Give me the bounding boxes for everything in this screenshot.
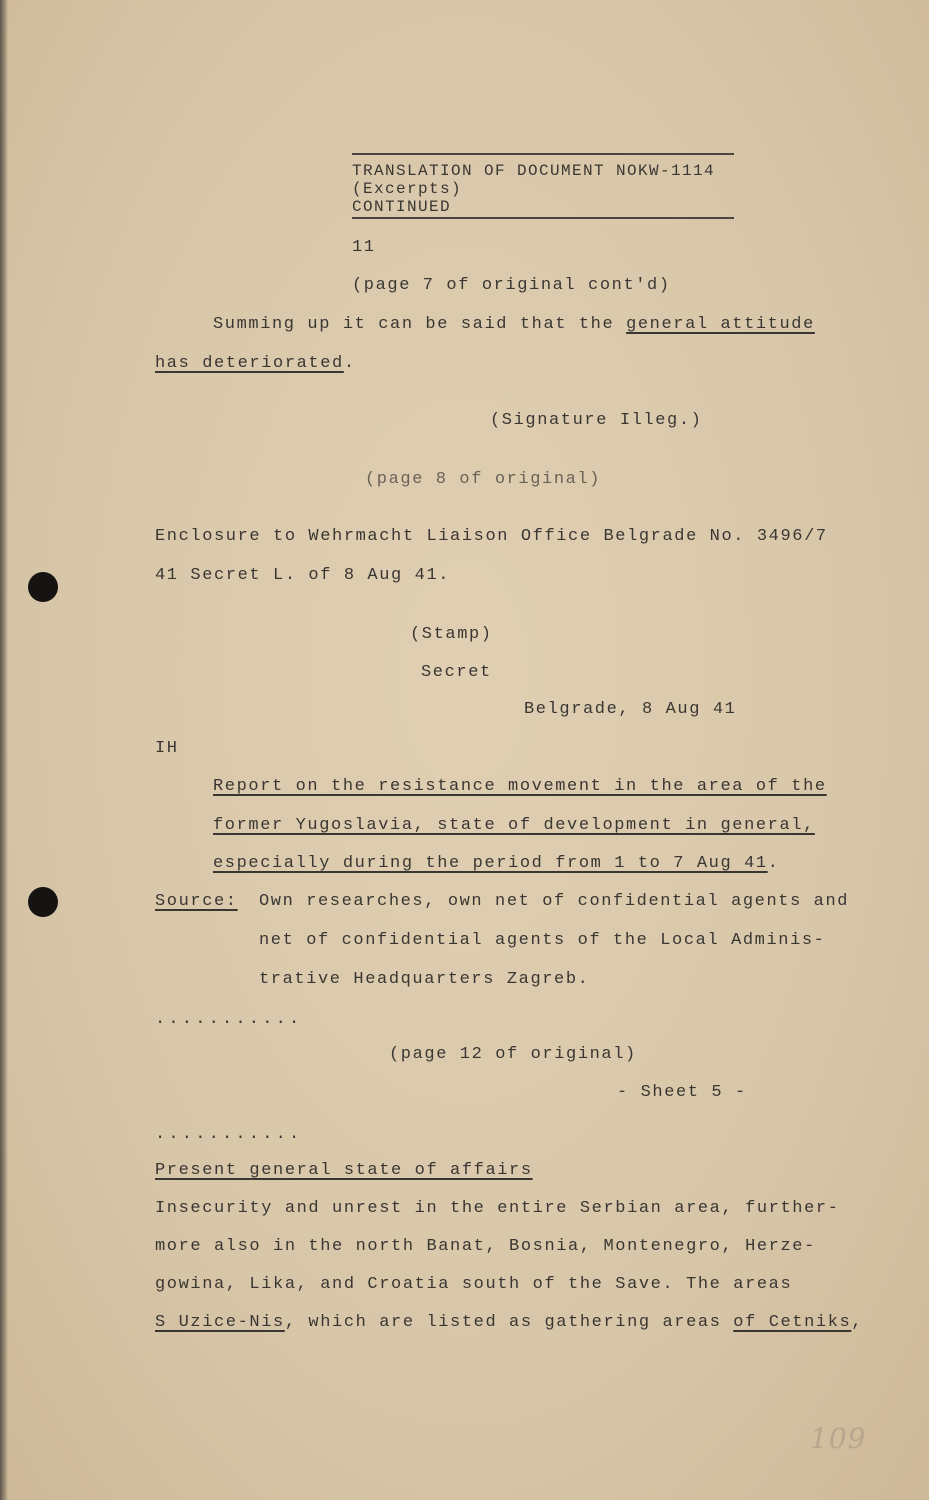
report-title-line-1: Report on the resistance movement in the area of the bbox=[213, 777, 827, 796]
enclosure-line-1: Enclosure to Wehrmacht Liaison Office Belgrade No. 3496/7 bbox=[155, 527, 828, 546]
summary-text: Summing up it can be said that the bbox=[213, 315, 627, 334]
punch-hole-top bbox=[28, 572, 58, 602]
signature-note: (Signature Illeg.) bbox=[490, 411, 703, 430]
affairs-line-4 bbox=[155, 1313, 863, 1333]
summary-period: . bbox=[343, 354, 356, 373]
affairs-underlined-cetniks: of Cetniks bbox=[733, 1313, 852, 1332]
report-title-underlined: especially during the period from 1 to 7 Aug 41 bbox=[213, 854, 768, 873]
page7-marker: (page 7 of original cont'd) bbox=[352, 276, 671, 295]
section-number: 11 bbox=[352, 238, 376, 257]
handwritten-page-number: 109 bbox=[810, 1422, 867, 1455]
affairs-line-2: more also in the north Banat, Bosnia, Montenegro, Herze- bbox=[155, 1237, 816, 1256]
source-line-1: Own researches, own net of confidential agents and bbox=[259, 892, 850, 911]
affairs-comma: , bbox=[851, 1313, 864, 1332]
affairs-line-3: gowina, Lika, and Croatia south of the Save. The areas bbox=[155, 1275, 793, 1294]
source-label: Source: bbox=[155, 892, 238, 911]
report-title-period: . bbox=[767, 854, 780, 873]
page8-marker: (page 8 of original) bbox=[365, 470, 602, 489]
report-title-line-2: former Yugoslavia, state of development in general, bbox=[213, 816, 815, 835]
enclosure-line-2: 41 Secret L. of 8 Aug 41. bbox=[155, 566, 451, 585]
stamp-note: (Stamp) bbox=[410, 625, 493, 644]
reference-code: IH bbox=[155, 739, 179, 758]
classification: Secret bbox=[421, 663, 492, 682]
header-subtitle: (Excerpts) bbox=[352, 180, 463, 198]
ellipsis-separator-1: ........... bbox=[155, 1010, 303, 1029]
ellipsis-separator-2: ........... bbox=[155, 1125, 303, 1144]
source-line-3: trative Headquarters Zagreb. bbox=[259, 970, 590, 989]
header-rule-top bbox=[352, 153, 734, 155]
affairs-line-4-text: , which are listed as gathering areas bbox=[284, 1313, 734, 1332]
punch-hole-bottom bbox=[28, 887, 58, 917]
header-title: TRANSLATION OF DOCUMENT NOKW-1114 bbox=[352, 162, 716, 180]
affairs-underlined-area: S Uzice-Nis bbox=[155, 1313, 285, 1332]
summary-underlined-2: has deteriorated bbox=[155, 354, 344, 373]
page12-marker: (page 12 of original) bbox=[389, 1045, 637, 1064]
summary-line-2 bbox=[155, 354, 356, 374]
source-line-2: net of confidential agents of the Local Adminis- bbox=[259, 931, 826, 950]
place-date: Belgrade, 8 Aug 41 bbox=[524, 700, 737, 719]
page-edge-shadow bbox=[0, 0, 8, 1500]
summary-underlined: general attitude bbox=[626, 315, 815, 334]
summary-line-1 bbox=[213, 315, 815, 335]
header-continued: CONTINUED bbox=[352, 198, 452, 216]
affairs-heading: Present general state of affairs bbox=[155, 1161, 533, 1180]
document-header bbox=[352, 162, 734, 216]
sheet-number: - Sheet 5 - bbox=[617, 1083, 747, 1102]
affairs-line-1: Insecurity and unrest in the entire Serbian area, further- bbox=[155, 1199, 840, 1218]
header-rule-bottom bbox=[352, 217, 734, 219]
report-title-line-3 bbox=[213, 854, 780, 874]
